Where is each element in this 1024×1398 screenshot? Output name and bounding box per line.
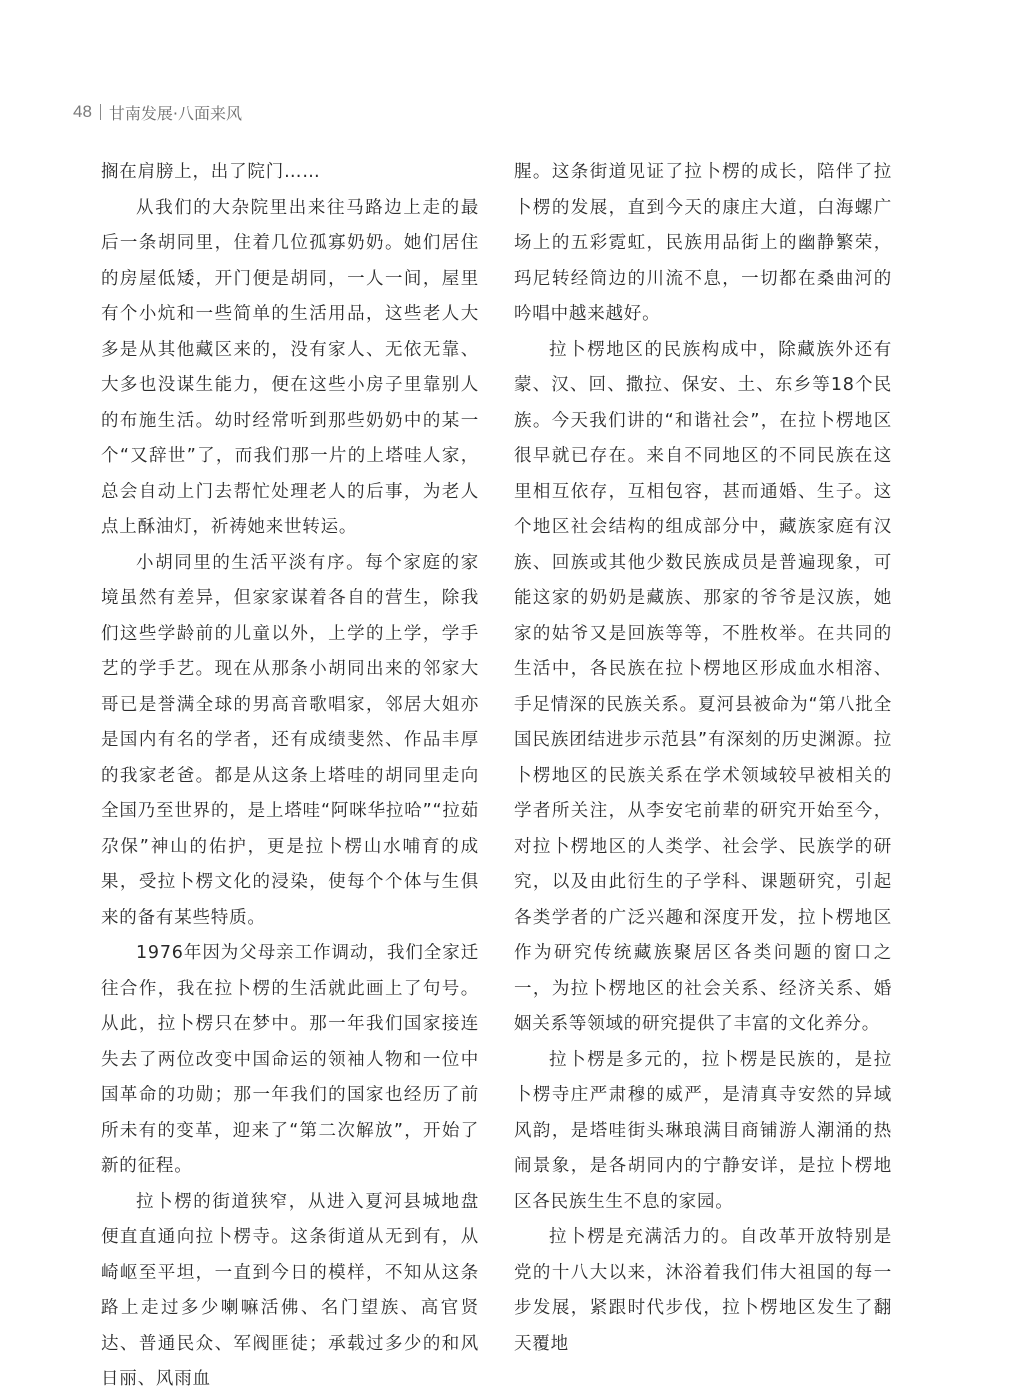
paragraph: 拉卜楞是充满活力的。自改革开放特别是党的十八大以来，沐浴着我们伟大祖国的每一步发展，紧跟时代步伐，拉卜楞地区发生了翻天覆地	[514, 1227, 892, 1354]
section-title: 甘南发展·八面来风	[108, 103, 243, 123]
left-column	[101, 155, 479, 1398]
running-header	[73, 100, 242, 124]
paragraph: 腥。这条街道见证了拉卜楞的成长，陪伴了拉卜楞的发展，直到今天的康庄大道，白海螺广场上的五彩霓虹，民族用品街上的幽静繁荣，玛尼转经筒边的川流不息，一切都在桑曲河的吟唱中越来越好。	[514, 162, 892, 324]
paragraph: 1976年因为父母亲工作调动，我们全家迁往合作，我在拉卜楞的生活就此画上了句号。从此，拉卜楞只在梦中。那一年我们国家接连失去了两位改变中国命运的领袖人物和一位中国革命的功勋；那一年我们的国家也经历了前所未有的变革，迎来了“第二次解放”，开始了新的征程。	[101, 943, 479, 1176]
paragraph: 小胡同里的生活平淡有序。每个家庭的家境虽然有差异，但家家谋着各自的营生，除我们这些学龄前的儿童以外，上学的上学，学手艺的学手艺。现在从那条小胡同出来的邻家大哥已是誉满全球的男高音歌唱家，邻居大姐亦是国内有名的学者，还有成绩斐然、作品丰厚的我家老爸。都是从这条上塔哇的胡同里走向全国乃至世界的，是上塔哇“阿咪华拉哈”“拉茹尕保”神山的佑护，更是拉卜楞山水哺育的成果，受拉卜楞文化的浸染，使每个个体与生俱来的备有某些特质。	[101, 552, 479, 928]
paragraph: 搁在肩膀上，出了院门……	[101, 162, 321, 182]
paragraph: 从我们的大杂院里出来往马路边上走的最后一条胡同里，住着几位孤寡奶奶。她们居住的房屋低矮，开门便是胡同，一人一间，屋里有个小炕和一些简单的生活用品，这些老人大多是从其他藏区来的，没有家人、无依无靠、大多也没谋生能力，便在这些小房子里靠别人的布施生活。幼时经常听到那些奶奶中的某一个“又辞世”了，而我们那一片的上塔哇人家，总会自动上门去帮忙处理老人的后事，为老人点上酥油灯，祈祷她来世转运。	[101, 197, 479, 537]
paragraph: 拉卜楞的街道狭窄，从进入夏河县城地盘便直直通向拉卜楞寺。这条街道从无到有，从崎岖至平坦，一直到今日的模样，不知从这条路上走过多少喇嘛活佛、名门望族、高官贤达、普通民众、军阀匪徒；承载过多少的和风日丽、风雨血	[101, 1191, 479, 1389]
right-column	[514, 155, 892, 1362]
header-divider	[100, 104, 101, 120]
page-number: 48	[73, 102, 92, 121]
paragraph: 拉卜楞是多元的，拉卜楞是民族的，是拉卜楞寺庄严肃穆的威严，是清真寺安然的异域风韵，是塔哇街头琳琅满目商铺游人潮涌的热闹景象，是各胡同内的宁静安详，是拉卜楞地区各民族生生不息的家园。	[514, 1049, 892, 1212]
paragraph: 拉卜楞地区的民族构成中，除藏族外还有蒙、汉、回、撒拉、保安、土、东乡等18个民族。今天我们讲的“和谐社会”，在拉卜楞地区很早就已存在。来自不同地区的不同民族在这里相互依存，互相包容，甚而通婚、生子。这个地区社会结构的组成部分中，藏族家庭有汉族、回族或其他少数民族成员是普遍现象，可能这家的奶奶是藏族、那家的爷爷是汉族，她家的姑爷又是回族等等，不胜枚举。在共同的生活中，各民族在拉卜楞地区形成血水相溶、手足情深的民族关系。夏河县被命为“第八批全国民族团结进步示范县”有深刻的历史渊源。拉卜楞地区的民族关系在学术领域较早被相关的学者所关注，从李安宅前辈的研究开始至今，对拉卜楞地区的人类学、社会学、民族学的研究，以及由此衍生的子学科、课题研究，引起各类学者的广泛兴趣和深度开发，拉卜楞地区作为研究传统藏族聚居区各类问题的窗口之一，为拉卜楞地区的社会关系、经济关系、婚姻关系等领域的研究提供了丰富的文化养分。	[514, 339, 892, 1034]
